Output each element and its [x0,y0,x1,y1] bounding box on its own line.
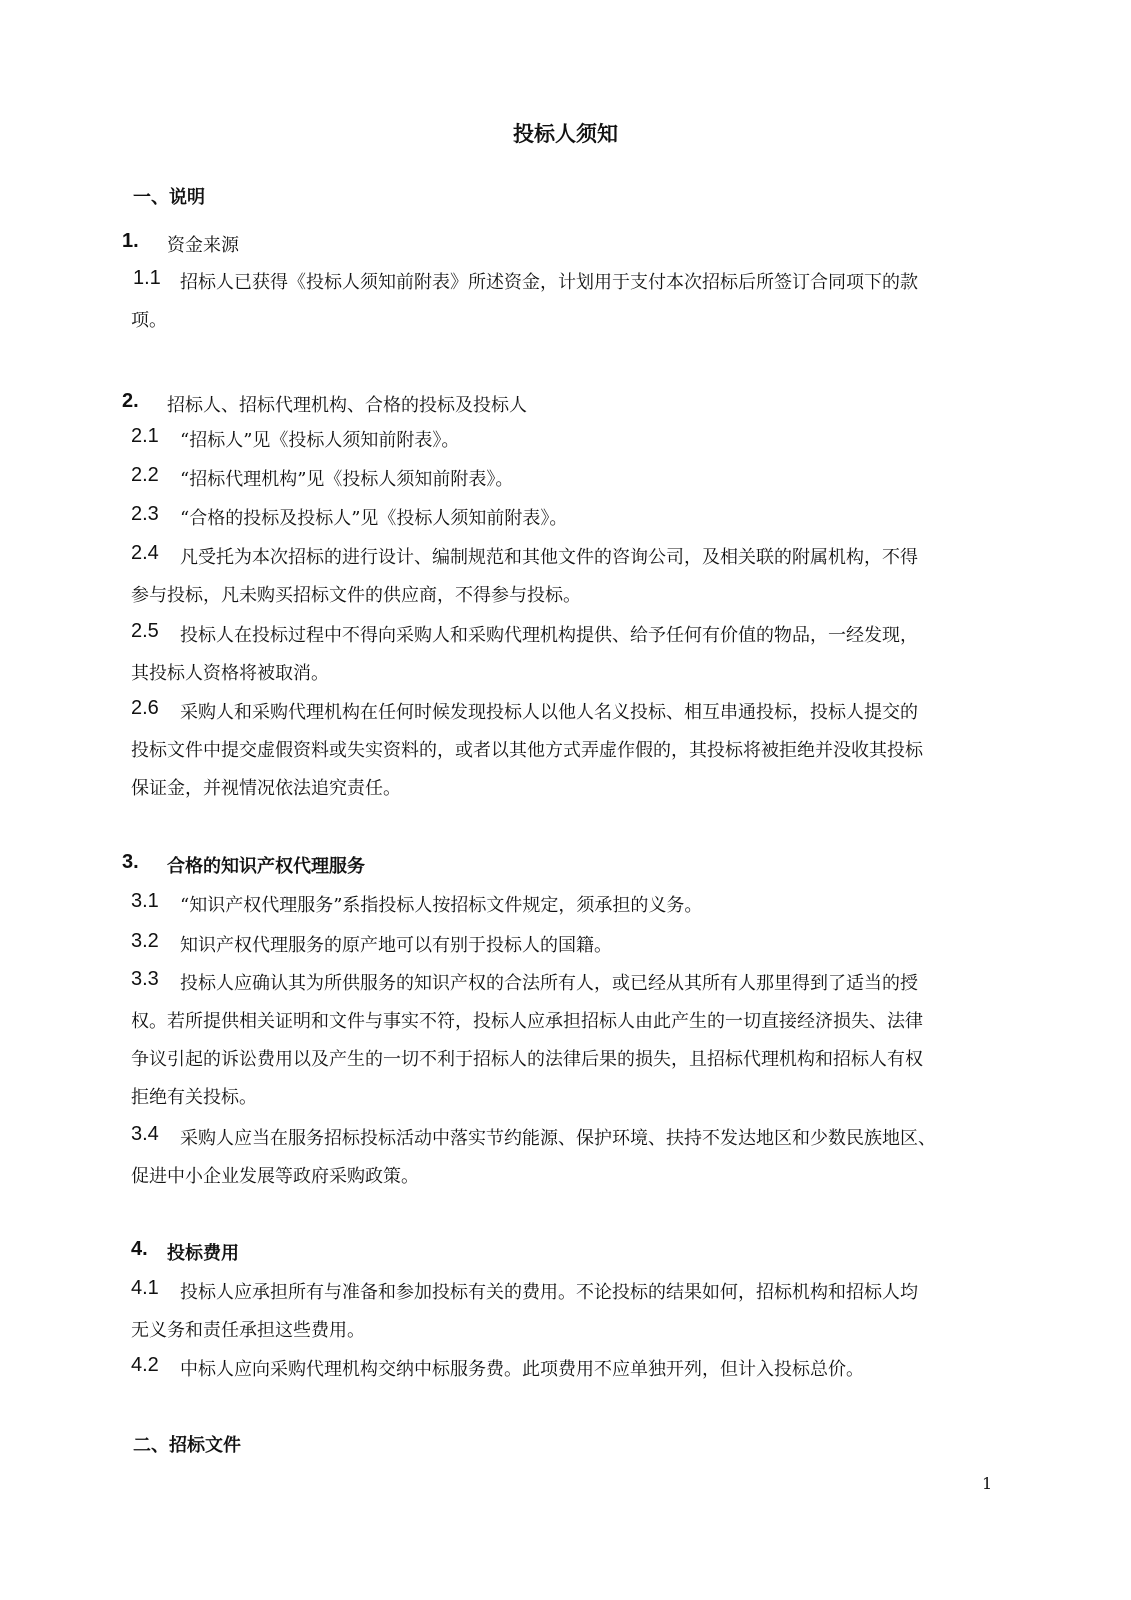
clause-number: 3.4 [131,1123,159,1145]
clause-text: 投标人应确认其为所供服务的知识产权的合法所有人，或已经从其所有人那里得到了适当的授 [180,973,918,994]
item-number: 2. [122,390,139,412]
item-heading: 资金来源 [167,235,239,256]
clause-text: 拒绝有关投标。 [131,1087,257,1108]
clause-text: 投标人在投标过程中不得向采购人和采购代理机构提供、给予任何有价值的物品，一经发现， [180,625,918,646]
clause-text: 投标人应承担所有与准备和参加投标有关的费用。不论投标的结果如何，招标机构和招标人均 [180,1282,918,1303]
clause-number: 4.2 [131,1354,159,1376]
clause-text: 权。若所提供相关证明和文件与事实不符，投标人应承担招标人由此产生的一切直接经济损失、法律 [131,1011,923,1032]
clause-text: “招标人”见《投标人须知前附表》。 [180,430,460,451]
clause-number: 2.4 [131,542,159,564]
section-heading-explanation: 一、说明 [133,187,205,208]
clause-number: 2.5 [131,620,159,642]
clause-text: 中标人应向采购代理机构交纳中标服务费。此项费用不应单独开列，但计入投标总价。 [180,1359,864,1380]
clause-text: 保证金，并视情况依法追究责任。 [131,778,401,799]
clause-text: “招标代理机构”见《投标人须知前附表》。 [180,469,514,490]
clause-number: 3.3 [131,968,159,990]
item-number: 3. [122,851,139,873]
clause-number: 2.1 [131,425,159,447]
item-heading: 投标费用 [167,1243,239,1264]
clause-text: 投标文件中提交虚假资料或失实资料的，或者以其他方式弄虚作假的，其投标将被拒绝并没收其投标 [131,740,923,761]
clause-text: “知识产权代理服务”系指投标人按招标文件规定，须承担的义务。 [180,895,703,916]
clause-number: 3.1 [131,890,159,912]
item-number: 4. [131,1238,148,1260]
clause-text: 采购人和采购代理机构在任何时候发现投标人以他人名义投标、相互串通投标，投标人提交的 [180,702,918,723]
clause-text: 其投标人资格将被取消。 [131,663,329,684]
clause-text: 争议引起的诉讼费用以及产生的一切不利于招标人的法律后果的损失，且招标代理机构和招标人有权 [131,1049,923,1070]
clause-number: 4.1 [131,1277,159,1299]
section-heading-tender-documents: 二、招标文件 [133,1435,241,1456]
clause-number: 2.6 [131,697,159,719]
clause-text: 招标人已获得《投标人须知前附表》所述资金，计划用于支付本次招标后所签订合同项下的款 [180,272,918,293]
clause-text: “合格的投标及投标人”见《投标人须知前附表》。 [180,508,568,529]
clause-text: 参与投标，凡未购买招标文件的供应商，不得参与投标。 [131,585,581,606]
page-number: 1 [982,1474,993,1493]
page-title: 投标人须知 [513,121,618,146]
item-number: 1. [122,230,139,252]
clause-text: 无义务和责任承担这些费用。 [131,1320,365,1341]
clause-number: 3.2 [131,930,159,952]
clause-text: 项。 [131,310,167,331]
clause-text: 知识产权代理服务的原产地可以有别于投标人的国籍。 [180,935,612,956]
clause-number: 1.1 [133,267,161,289]
clause-text: 凡受托为本次招标的进行设计、编制规范和其他文件的咨询公司，及相关联的附属机构，不得 [180,547,918,568]
clause-text: 促进中小企业发展等政府采购政策。 [131,1166,419,1187]
clause-number: 2.2 [131,464,159,486]
item-heading: 招标人、招标代理机构、合格的投标及投标人 [167,395,527,416]
item-heading: 合格的知识产权代理服务 [167,856,365,877]
clause-text: 采购人应当在服务招标投标活动中落实节约能源、保护环境、扶持不发达地区和少数民族地区、 [180,1128,936,1149]
clause-number: 2.3 [131,503,159,525]
